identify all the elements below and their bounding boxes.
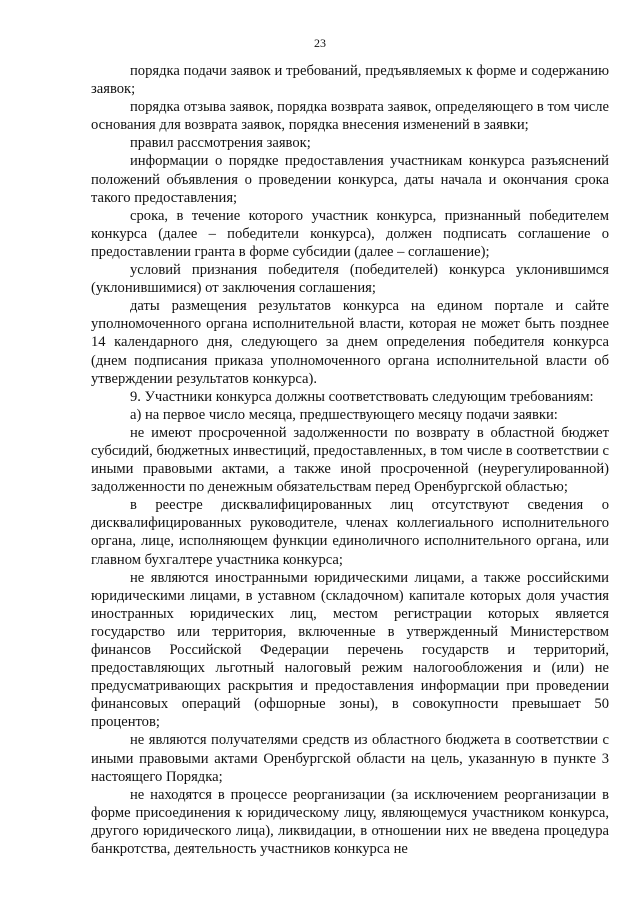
paragraph: не находятся в процессе реорганизации (за исключением реорганизации в форме присоединения к юридическому лицу, являющемуся участником конкурса, другого юридического лица), ликвидации, в отношении них не введена процедура банкротства, деятельность участников конкурса не — [91, 786, 609, 858]
paragraph: условий признания победителя (победителей) конкурса уклонившимся (уклонившимися) от заключения соглашения; — [91, 262, 609, 297]
paragraph: даты размещения результатов конкурса на едином портале и сайте уполномоченного органа исполнительной власти, которая не может быть позднее 14 календарного дня, следующего за днем определения победителя конкурса (днем подписания приказа уполномоченного органа исполнительной власти об утверждении результатов конкурса). — [91, 298, 609, 387]
paragraph: не являются иностранными юридическими лицами, а также российскими юридическими лицами, в уставном (складочном) капитале которых доля участия иностранных юридических лиц, местом регистрации которых является государство или территория, включенные в утвержденный Министерством финансов Российской Федерации перечень государств и территорий, предоставляющих льготный налоговый режим налогообложения и (или) не предусматривающих раскрытия и предоставления информации при проведении финансовых операций (офшорные зоны), в совокупности превышает 50 процентов; — [91, 569, 609, 731]
paragraph: в реестре дисквалифицированных лиц отсутствуют сведения о дисквалифицированных руководителе, членах коллегиального исполнительного органа, лице, исполняющем функции единоличного исполнительного органа, или главном бухгалтере участника конкурса; — [91, 497, 609, 568]
paragraph: порядка отзыва заявок, порядка возврата заявок, определяющего в том числе основания для возврата заявок, порядка внесения изменений в заявки; — [91, 99, 609, 134]
paragraph: не имеют просроченной задолженности по возврату в областной бюджет субсидий, бюджетных инвестиций, предоставленных, в том числе в соответствии с иными правовыми актами, а также иной просроченной (неурегулированной) задолженности по денежным обязательствам перед Оренбургской областью; — [91, 424, 609, 496]
subsection-paragraph: а) на первое число месяца, предшествующего месяцу подачи заявки: — [130, 406, 558, 423]
section-paragraph: 9. Участники конкурса должны соответствовать следующим требованиям: — [130, 388, 594, 405]
paragraph: правил рассмотрения заявок; — [130, 135, 311, 152]
paragraph: срока, в течение которого участник конкурса, признанный победителем конкурса (далее – победители конкурса), должен подписать соглашение о предоставлении гранта в форме субсидии (далее – соглашение); — [91, 207, 609, 260]
paragraph: информации о порядке предоставления участникам конкурса разъяснений положений объявления о проведении конкурса, даты начала и окончания срока такого предоставления; — [91, 153, 609, 206]
paragraph: не являются получателями средств из областного бюджета в соответствии с иными правовыми актами Оренбургской области на цель, указанную в пункте 3 настоящего Порядка; — [91, 732, 609, 785]
paragraph: порядка подачи заявок и требований, предъявляемых к форме и содержанию заявок; — [91, 63, 609, 98]
document-body — [91, 62, 609, 858]
page-number: 23 — [314, 36, 326, 50]
